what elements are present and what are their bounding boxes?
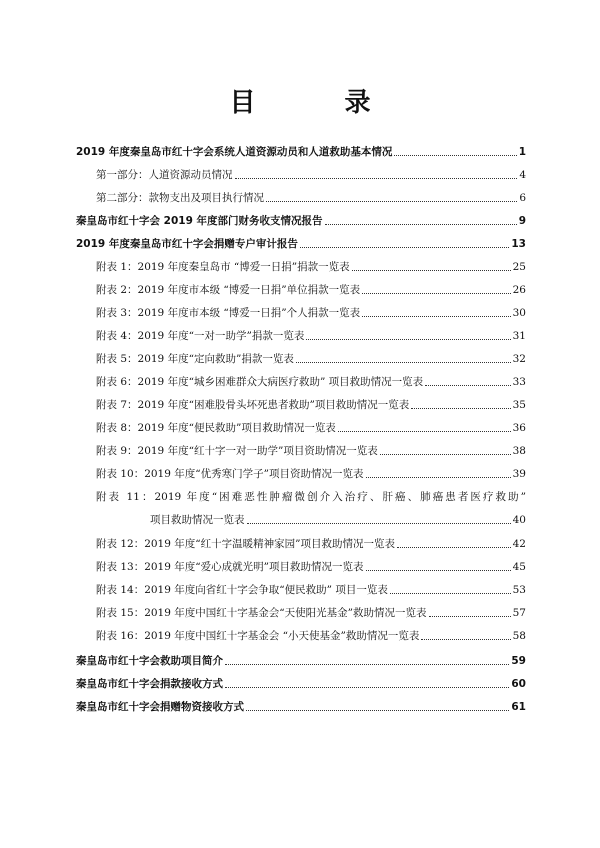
leader-dots <box>225 664 509 665</box>
leader-dots <box>394 155 516 156</box>
leader-dots <box>246 710 509 711</box>
leader-dots <box>380 454 511 455</box>
toc-entry[interactable] <box>96 329 526 343</box>
toc-page-number: 42 <box>512 538 526 550</box>
toc-page-number: 32 <box>512 353 526 365</box>
toc-entry-label: 附表 5：2019 年度“定向救助”捐款一览表 <box>96 353 294 365</box>
toc-page-number: 31 <box>512 330 526 342</box>
toc-entry-label: 秦皇岛市红十字会 2019 年度部门财务收支情况报告 <box>76 215 323 227</box>
toc-entry[interactable] <box>96 606 526 620</box>
toc-page-number: 13 <box>511 238 526 250</box>
toc-entry[interactable] <box>76 700 526 714</box>
toc-page-number: 35 <box>512 399 526 411</box>
toc-entry[interactable] <box>96 467 526 481</box>
toc-page-number: 9 <box>518 215 526 227</box>
toc-page-number: 26 <box>512 284 526 296</box>
leader-dots <box>397 547 511 548</box>
toc-entry-label: 第二部分：款物支出及项目执行情况 <box>96 192 264 204</box>
leader-dots <box>296 362 511 363</box>
toc-page-number: 25 <box>512 261 526 273</box>
leader-dots <box>266 201 517 202</box>
toc-entry[interactable] <box>96 375 526 389</box>
toc-page-number: 57 <box>512 607 526 619</box>
leader-dots <box>352 270 511 271</box>
toc-page-number: 40 <box>512 514 526 526</box>
toc-entry[interactable] <box>96 168 526 182</box>
toc-entry[interactable] <box>96 260 526 274</box>
toc-entry-label: 附表 16：2019 年度中国红十字基金会 “小天使基金”救助情况一览表 <box>96 630 420 642</box>
leader-dots <box>362 293 510 294</box>
leader-dots <box>235 178 518 179</box>
toc-entry-label: 附表 2：2019 年度市本级 “博爱一日捐”单位捐款一览表 <box>96 284 361 296</box>
toc-entry-label: 附表 15：2019 年度中国红十字基金会“天使阳光基金”救助情况一览表 <box>96 607 427 619</box>
toc-entry[interactable] <box>76 145 526 159</box>
toc-entry[interactable] <box>96 398 526 412</box>
toc-page-number: 39 <box>512 468 526 480</box>
toc-entry[interactable] <box>76 214 526 228</box>
toc-entry-label: 附表 8：2019 年度“便民救助”项目救助情况一览表 <box>96 422 336 434</box>
toc-entry[interactable] <box>96 306 526 320</box>
toc-entry-label: 附表 4：2019 年度“一对一助学”捐款一览表 <box>96 330 305 342</box>
leader-dots <box>429 616 511 617</box>
leader-dots <box>366 570 511 571</box>
leader-dots <box>225 687 509 688</box>
toc-entry-label: 附表 6：2019 年度“城乡困难群众大病医疗救助” 项目救助情况一览表 <box>96 376 424 388</box>
toc-entry-label: 附表 1：2019 年度秦皇岛市 “博爱一日捐”捐款一览表 <box>96 261 350 273</box>
leader-dots <box>362 316 510 317</box>
leader-dots <box>325 224 517 225</box>
toc-entry[interactable] <box>96 191 526 205</box>
leader-dots <box>366 477 511 478</box>
toc-page-number: 30 <box>512 307 526 319</box>
leader-dots <box>411 408 510 409</box>
toc-entry-label: 秦皇岛市红十字会捐款接收方式 <box>76 678 223 690</box>
toc-page-number: 6 <box>519 192 526 204</box>
toc-page-number: 61 <box>511 701 526 713</box>
toc-entry[interactable] <box>96 352 526 366</box>
leader-dots <box>306 339 510 340</box>
toc-entry-label: 附表 12：2019 年度“红十字温暖精神家园”项目救助情况一览表 <box>96 538 395 550</box>
toc-entry-label: 秦皇岛市红十字会救助项目简介 <box>76 655 223 667</box>
toc-page-number: 59 <box>511 655 526 667</box>
toc-page-number: 53 <box>512 584 526 596</box>
toc-page-number: 36 <box>512 422 526 434</box>
leader-dots <box>300 247 509 248</box>
toc-entry-label: 附表 3：2019 年度市本级 “博爱一日捐”个人捐款一览表 <box>96 307 361 319</box>
toc-entry[interactable] <box>96 490 526 526</box>
leader-dots <box>425 385 510 386</box>
toc-entry[interactable] <box>96 444 526 458</box>
toc-entry-label: 附表 7：2019 年度“困难股骨头坏死患者救助”项目救助情况一览表 <box>96 399 410 411</box>
toc-page-number: 33 <box>512 376 526 388</box>
toc-entry[interactable] <box>76 677 526 691</box>
toc-entry-label: 附表 14：2019 年度向省红十字会争取“便民救助” 项目一览表 <box>96 584 388 596</box>
toc-page-number: 45 <box>512 561 526 573</box>
toc-page-number: 1 <box>518 146 526 158</box>
toc-entry-continuation <box>150 513 526 527</box>
toc-entry[interactable] <box>96 560 526 574</box>
toc-entry-label-continued: 项目救助情况一览表 <box>150 514 245 526</box>
toc-entry-label: 附表 11：2019 年度“困难恶性肿瘤微创介入治疗、肝癌、肺癌患者医疗救助” <box>96 491 526 503</box>
toc-entry-label: 秦皇岛市红十字会捐赠物资接收方式 <box>76 701 244 713</box>
toc-page-number: 60 <box>511 678 526 690</box>
toc-entry[interactable] <box>96 421 526 435</box>
leader-dots <box>247 523 511 524</box>
toc-page-number: 58 <box>512 630 526 642</box>
toc-entry-label: 附表 9：2019 年度“红十字一对一助学”项目资助情况一览表 <box>96 445 378 457</box>
leader-dots <box>338 431 511 432</box>
toc-entry-label: 附表 13：2019 年度“爱心成就光明”项目救助情况一览表 <box>96 561 364 573</box>
toc-entry[interactable] <box>76 654 526 668</box>
toc-page-number: 38 <box>512 445 526 457</box>
leader-dots <box>421 639 510 640</box>
toc-entry[interactable] <box>96 537 526 551</box>
leader-dots <box>390 593 511 594</box>
toc-entry-label: 2019 年度秦皇岛市红十字会系统人道资源动员和人道救助基本情况 <box>76 146 393 158</box>
toc-entry[interactable] <box>96 629 526 643</box>
toc-entry[interactable] <box>76 237 526 251</box>
toc-entry-label: 附表 10：2019 年度“优秀寒门学子”项目资助情况一览表 <box>96 468 364 480</box>
toc-entry[interactable] <box>96 283 526 297</box>
page-title: 目 录 <box>229 88 411 118</box>
toc-entry[interactable] <box>96 583 526 597</box>
toc-entry-label: 2019 年度秦皇岛市红十字会捐赠专户审计报告 <box>76 238 298 250</box>
toc-page-number: 4 <box>519 169 526 181</box>
toc-entry-label: 第一部分：人道资源动员情况 <box>96 169 233 181</box>
